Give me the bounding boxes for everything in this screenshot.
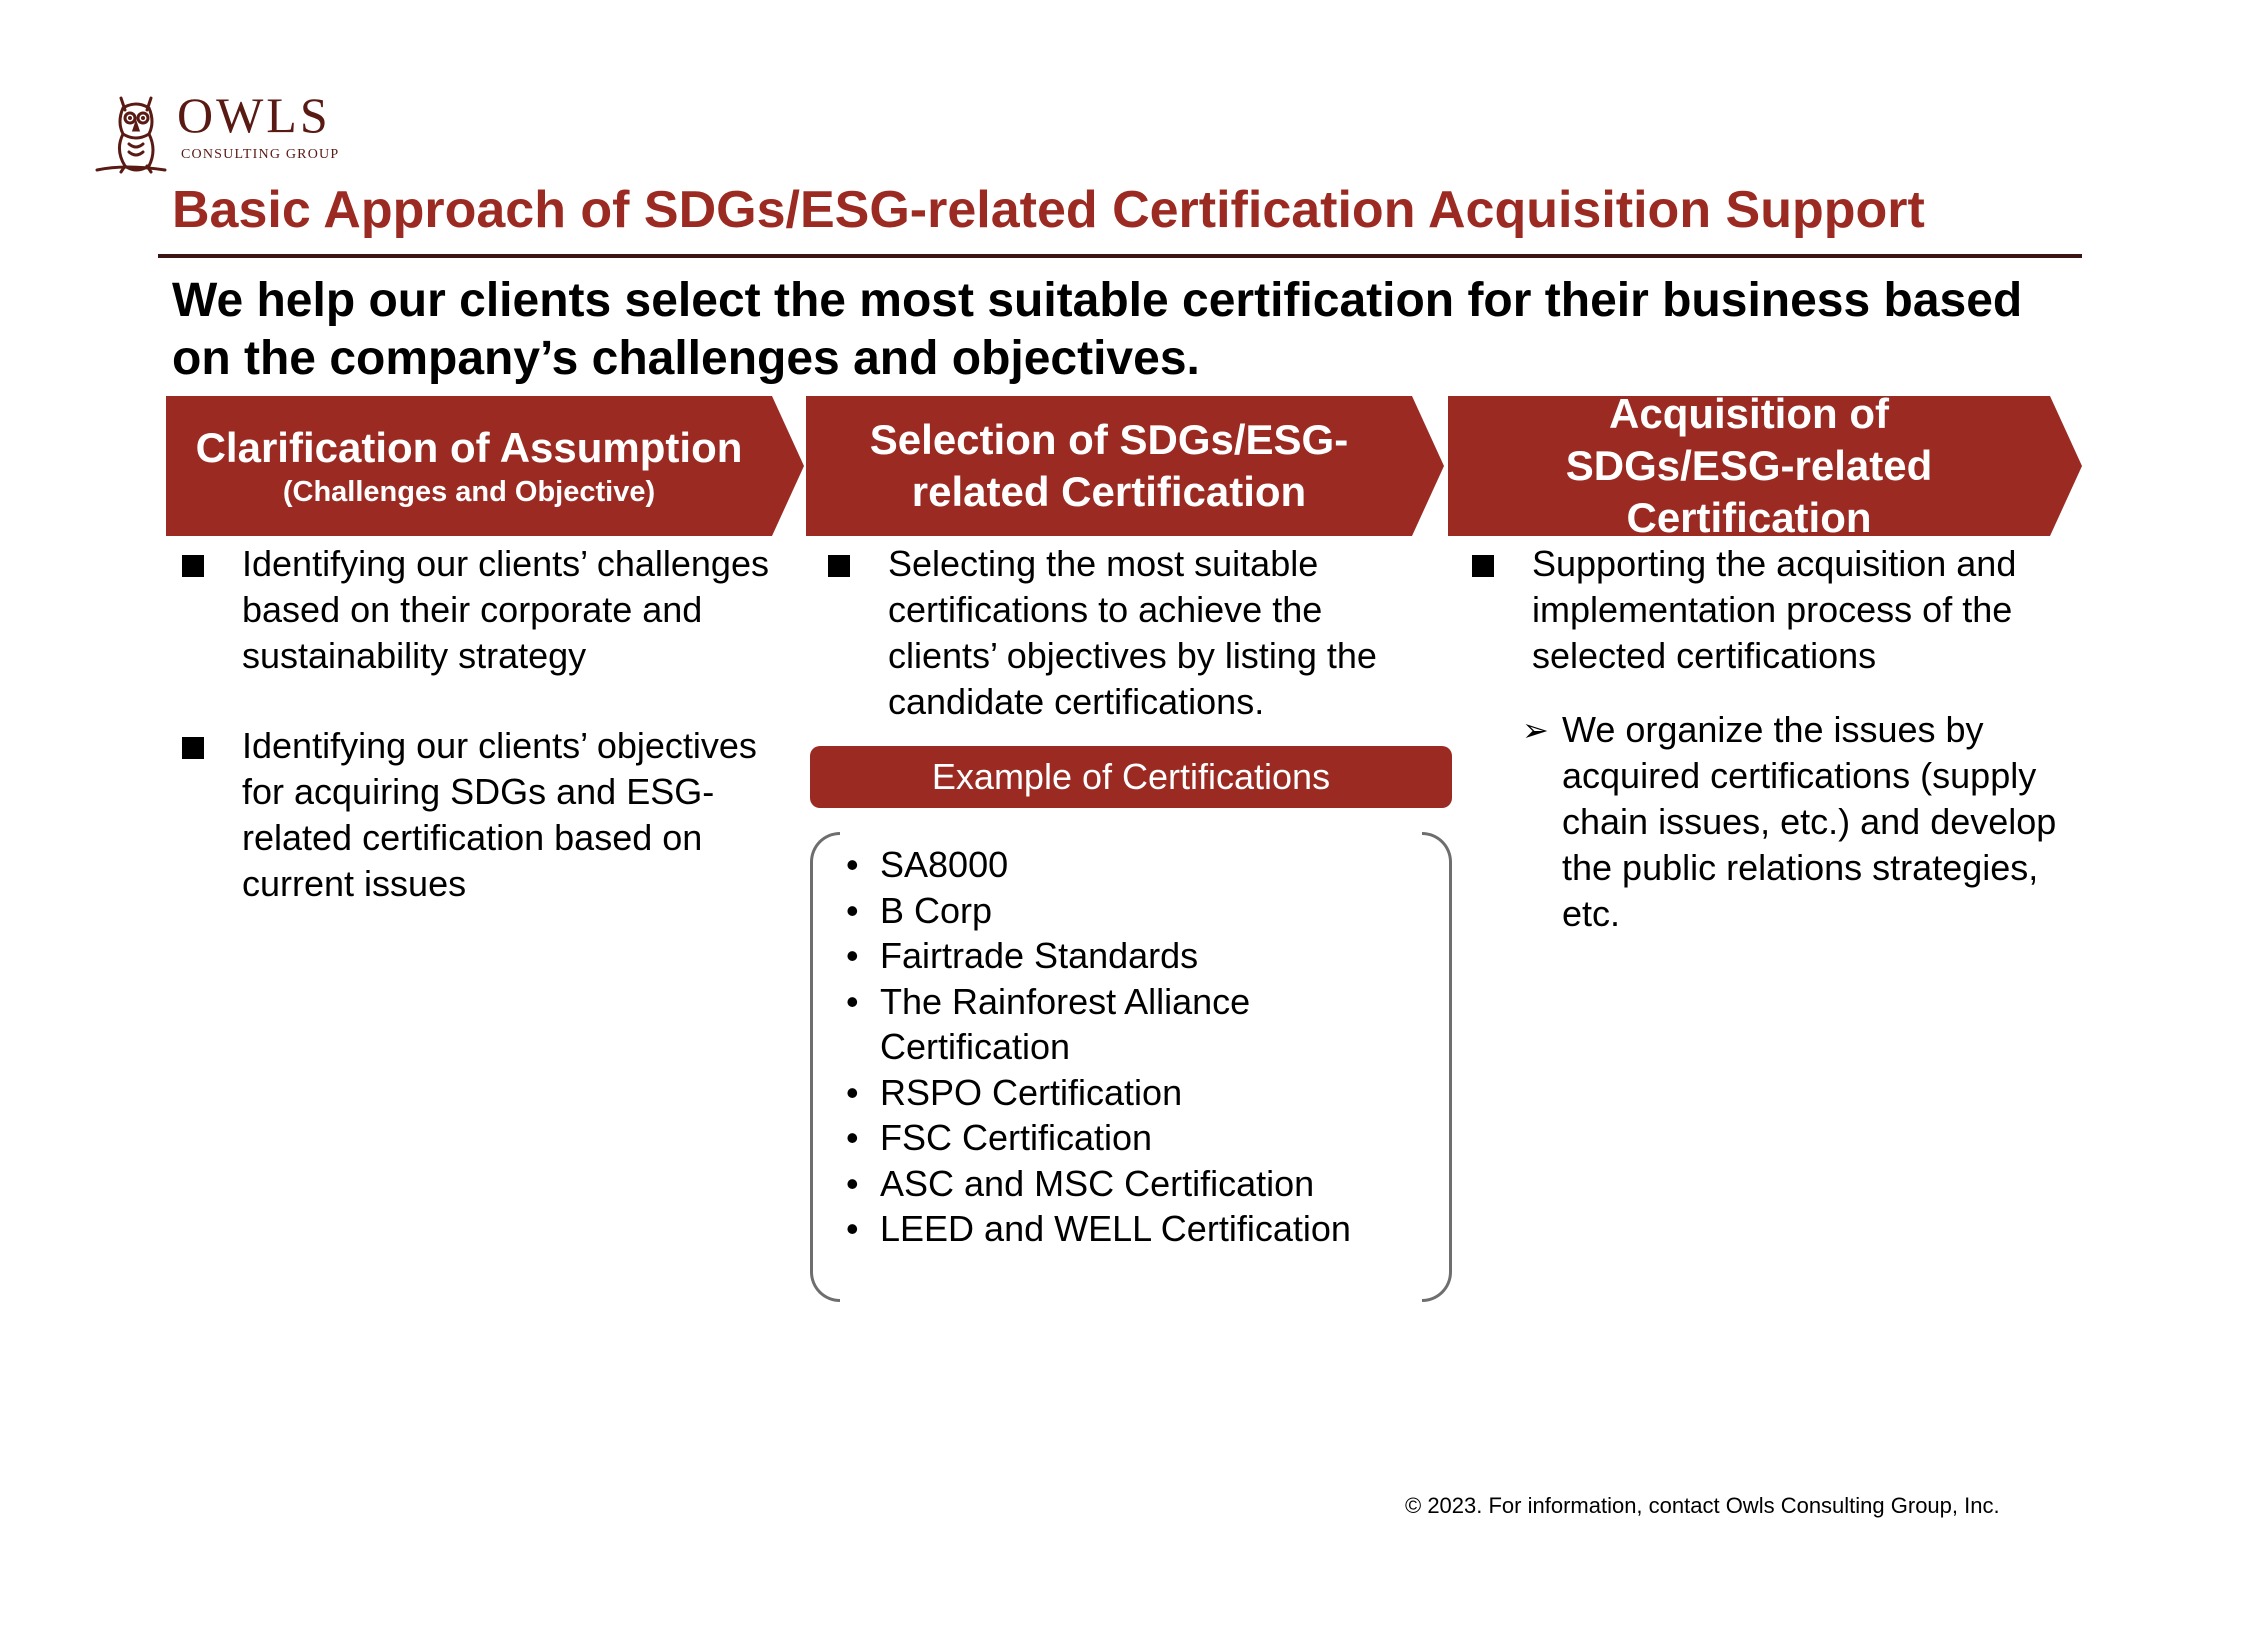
step-3-title: Acquisition of SDGs/ESG-related Certification bbox=[1565, 390, 1933, 541]
square-bullet-icon bbox=[182, 555, 204, 577]
step-1-subtitle: (Challenges and Objective) bbox=[282, 476, 656, 508]
list-item bbox=[818, 541, 1418, 725]
list-item: • SA8000 bbox=[840, 842, 1420, 888]
sub-bullet-text: We organize the issues by acquired certifications (supply chain issues, etc.) and develop the public relations strategies, etc. bbox=[1562, 709, 2057, 934]
bullet-text: Identifying our clients’ challenges based on their corporate and sustainability strategy bbox=[242, 543, 769, 676]
right-bracket bbox=[1422, 832, 1452, 1302]
arrow-bullet-icon: ➢ bbox=[1522, 712, 1549, 748]
lead-statement: We help our clients select the most suitable certification for their business based on the company’s challenges and objectives. bbox=[172, 274, 2023, 385]
bullet-dot-icon: • bbox=[846, 889, 859, 931]
step-2-chevron bbox=[806, 396, 1444, 536]
column-acquisition bbox=[1462, 541, 2062, 937]
list-item: • Fairtrade Standards bbox=[840, 933, 1420, 979]
owl-icon bbox=[95, 88, 171, 174]
example-of-certifications-header: Example of Certifications bbox=[810, 746, 1452, 808]
column-clarification bbox=[172, 541, 772, 939]
bullet-dot-icon: • bbox=[846, 844, 859, 885]
bullet-text: Identifying our clients’ objectives for acquiring SDGs and ESG-related certification based on current issues bbox=[242, 725, 757, 904]
bullet-dot-icon: • bbox=[846, 1208, 859, 1249]
list-item: • The Rainforest Alliance Certification bbox=[846, 980, 1251, 1067]
logo-tagline: CONSULTING GROUP bbox=[181, 147, 340, 162]
bullet-dot-icon: • bbox=[846, 935, 859, 976]
bullet-dot-icon: • bbox=[846, 1162, 859, 1204]
step-3-chevron bbox=[1448, 390, 2082, 541]
left-bracket bbox=[810, 832, 840, 1302]
company-logo bbox=[95, 88, 365, 174]
square-bullet-icon bbox=[182, 737, 204, 759]
column-selection bbox=[818, 541, 1418, 757]
bullet-text: Selecting the most suitable certifications to achieve the clients’ objectives by listing the candidate certifications. bbox=[888, 543, 1377, 722]
step-1-chevron bbox=[166, 396, 804, 536]
list-item: • ASC and MSC Certification bbox=[840, 1161, 1420, 1207]
step-2-title: Selection of SDGs/ESG-related Certification bbox=[869, 416, 1349, 515]
certification-list bbox=[840, 842, 1420, 1252]
bullet-dot-icon: • bbox=[846, 980, 859, 1022]
page-title: Basic Approach of SDGs/ESG-related Certification Acquisition Support bbox=[172, 181, 1925, 239]
bullet-text: Supporting the acquisition and implementation process of the selected certifications bbox=[1532, 543, 2017, 676]
list-item: • RSPO Certification bbox=[840, 1070, 1420, 1116]
list-item bbox=[172, 541, 772, 679]
list-item: • FSC Certification bbox=[840, 1115, 1420, 1161]
step-1-title: Clarification of Assumption bbox=[195, 424, 743, 471]
title-divider bbox=[158, 254, 2082, 258]
copyright-footer: © 2023. For information, contact Owls Consulting Group, Inc. bbox=[1405, 1493, 2000, 1518]
bullet-dot-icon: • bbox=[846, 1071, 859, 1113]
bullet-dot-icon: • bbox=[846, 1117, 859, 1158]
square-bullet-icon bbox=[828, 555, 850, 577]
list-item bbox=[172, 723, 772, 907]
square-bullet-icon bbox=[1472, 555, 1494, 577]
sub-list-item bbox=[1462, 707, 2062, 937]
logo-wordmark: OWLS bbox=[177, 87, 331, 143]
list-item: • LEED and WELL Certification bbox=[840, 1206, 1420, 1252]
list-item: • B Corp bbox=[840, 888, 1420, 934]
list-item bbox=[1462, 541, 2062, 679]
